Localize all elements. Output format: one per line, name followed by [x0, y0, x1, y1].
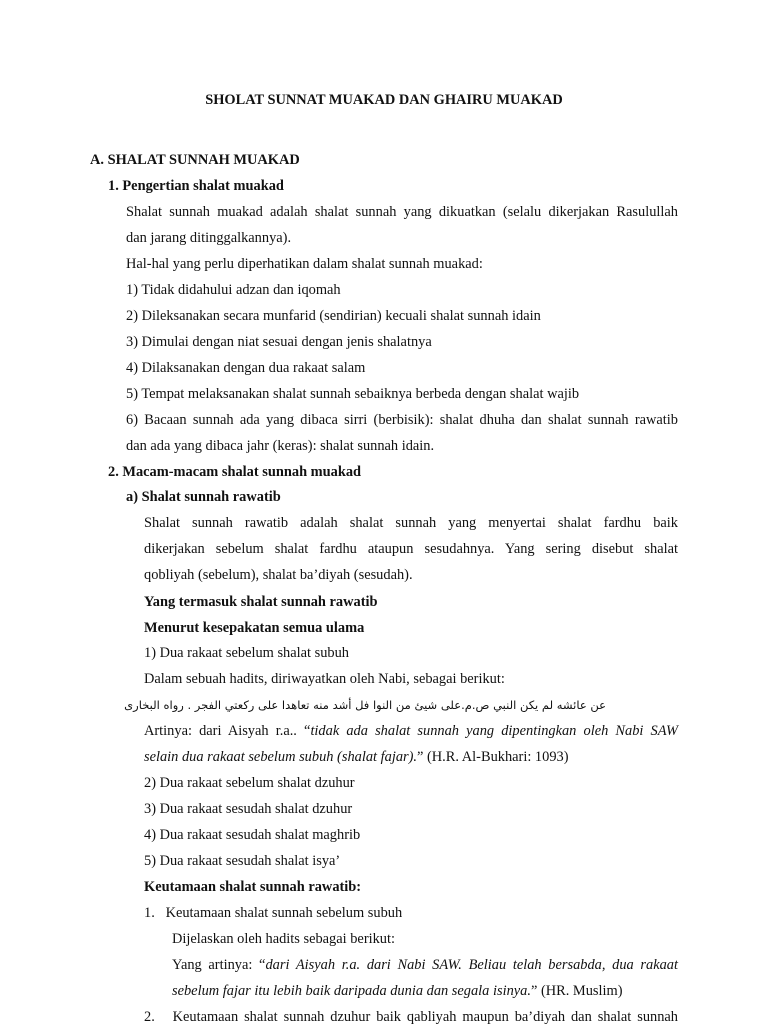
paragraph-line: Shalat sunnah rawatib adalah shalat sunnah yang menyertai shalat fardhu baik	[144, 515, 678, 531]
bold-heading: Menurut kesepakatan semua ulama	[144, 620, 365, 636]
list-item: 1) Tidak didahului adzan dan iqomah	[126, 282, 341, 298]
document-title: SHOLAT SUNNAT MUAKAD DAN GHAIRU MUAKAD	[205, 92, 563, 108]
translation-italic: tidak ada shalat sunnah yang dipentingkan oleh Nabi SAW	[310, 723, 678, 739]
list-item: 2) Dua rakaat sebelum shalat dzuhur	[144, 775, 355, 791]
translation-italic: dari Aisyah r.a. dari Nabi SAW. Beliau telah bersabda, dua rakaat	[265, 957, 678, 973]
list-item: 2) Dileksanakan secara munfarid (sendirian) kecuali shalat sunnah idain	[126, 308, 541, 324]
translation-line	[172, 955, 678, 975]
list-item: 6) Bacaan sunnah ada yang dibaca sirri (berbisik): shalat dhuha dan shalat sunnah rawatib	[126, 412, 678, 428]
list-item: 1) Dua rakaat sebelum shalat subuh	[144, 645, 350, 661]
bold-heading: Yang termasuk shalat sunnah rawatib	[144, 594, 378, 610]
subheading-rawatib: a) Shalat sunnah rawatib	[126, 489, 281, 505]
translation-line	[144, 747, 569, 767]
section-heading-a: A. SHALAT SUNNAH MUAKAD	[90, 152, 300, 168]
translation-source: ” (H.R. Al-Bukhari: 1093)	[417, 749, 569, 765]
definition-line: dan jarang ditinggalkannya).	[126, 230, 292, 246]
bold-heading: Keutamaan shalat sunnah rawatib:	[144, 879, 362, 895]
list-item: 4) Dilaksanakan dengan dua rakaat salam	[126, 360, 366, 376]
numbered-item: 1. Keutamaan shalat sunnah sebelum subuh	[144, 905, 403, 921]
list-item: 3) Dua rakaat sesudah shalat dzuhur	[144, 801, 353, 817]
translation-prefix: Yang artinya: “	[172, 957, 266, 973]
paragraph-line: qobliyah (sebelum), shalat ba’diyah (sesudah).	[144, 567, 413, 583]
arabic-hadits: عن عائشه لم يكن النبي ص.م.على شيئ من النوا فل أشد منه تعاهدا على ركعتي الفجر . رواه البخارى	[124, 698, 606, 712]
list-item: 5) Dua rakaat sesudah shalat isya’	[144, 853, 341, 869]
translation-italic: sebelum fajar itu lebih baik daripada dunia dan segala isinya.	[172, 983, 531, 999]
translation-source: ” (HR. Muslim)	[530, 983, 623, 999]
definition-line: Shalat sunnah muakad adalah shalat sunnah yang dikuatkan (selalu dikerjakan Rasulullah	[126, 204, 678, 220]
list-item: 5) Tempat melaksanakan shalat sunnah sebaiknya berbeda dengan shalat wajib	[126, 386, 580, 402]
subheading-pengertian: 1. Pengertian shalat muakad	[108, 178, 284, 194]
list-intro: Hal-hal yang perlu diperhatikan dalam shalat sunnah muakad:	[126, 256, 483, 272]
list-item: 4) Dua rakaat sesudah shalat maghrib	[144, 827, 361, 843]
paragraph-line: dikerjakan sebelum shalat fardhu ataupun sesudahnya. Yang sering disebut shalat	[144, 541, 678, 557]
translation-line	[144, 721, 678, 741]
hadits-intro: Dalam sebuah hadits, diriwayatkan oleh Nabi, sebagai berikut:	[144, 671, 505, 687]
translation-prefix: Artinya: dari Aisyah r.a.. “	[144, 723, 311, 739]
numbered-item: 2. Keutamaan shalat sunnah dzuhur baik qabliyah maupun ba’diyah dan shalat sunnah	[144, 1009, 678, 1025]
hadits-intro: Dijelaskan oleh hadits sebagai berikut:	[172, 931, 395, 947]
translation-line	[172, 981, 623, 1001]
subheading-macam: 2. Macam-macam shalat sunnah muakad	[108, 464, 362, 480]
list-item-continuation: dan ada yang dibaca jahr (keras): shalat sunnah idain.	[126, 438, 435, 454]
list-item: 3) Dimulai dengan niat sesuai dengan jenis shalatnya	[126, 334, 432, 350]
translation-italic: selain dua rakaat sebelum subuh (shalat fajar).	[144, 749, 418, 765]
